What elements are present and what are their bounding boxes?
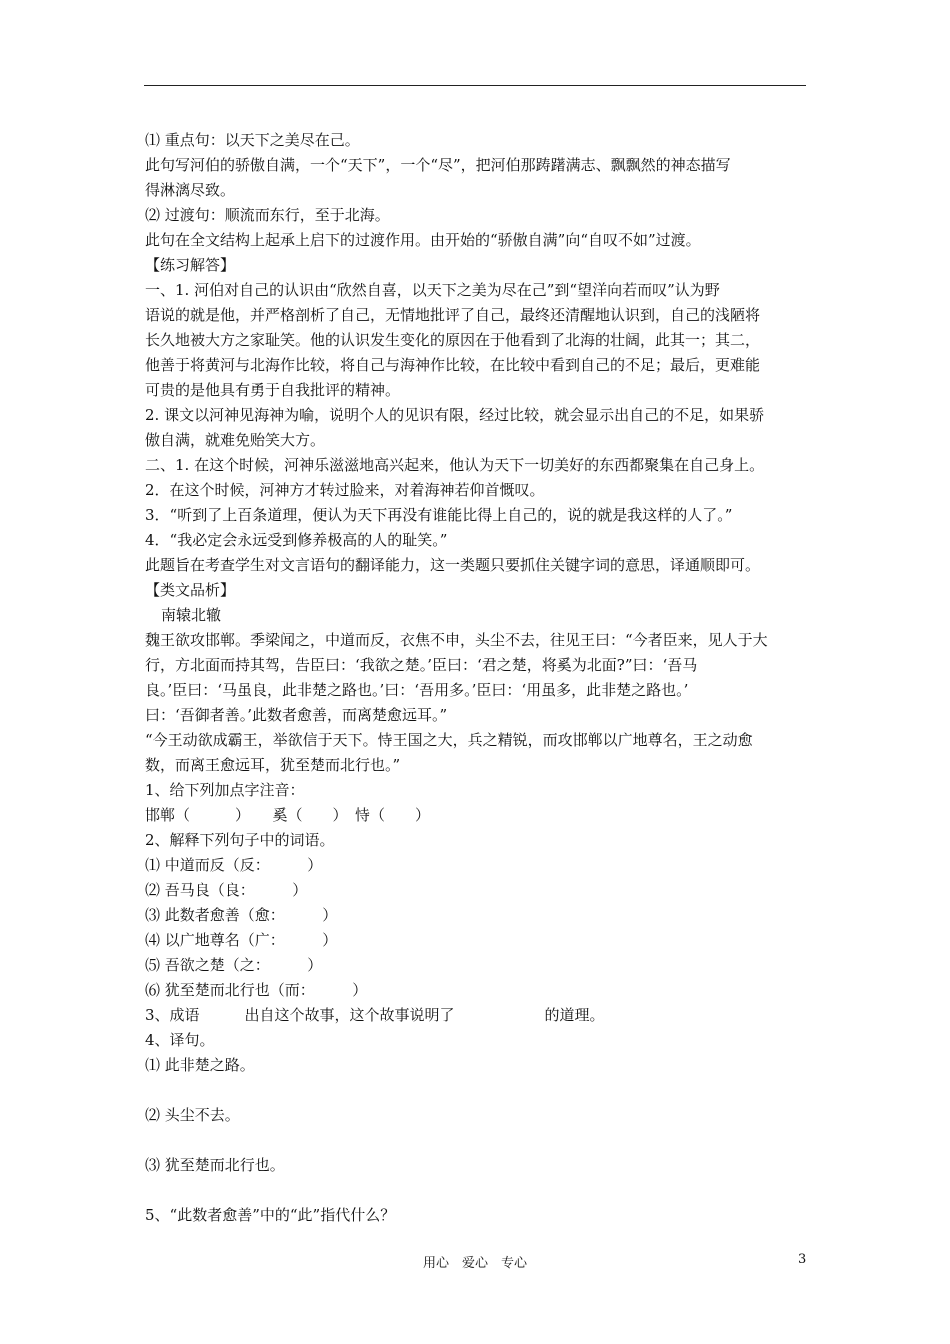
question-line: 1、给下列加点字注音： bbox=[145, 781, 305, 799]
question-line: 5、“此数者愈善”中的“此”指代什么？ bbox=[145, 1206, 396, 1224]
question-line: ⑵ 吾马良（良： ） bbox=[145, 881, 308, 899]
text-line: 此句在全文结构上起承上启下的过渡作用。由开始的“骄傲自满”向“自叹不如”过渡。 bbox=[145, 231, 701, 249]
question-line: ⑴ 此非楚之路。 bbox=[145, 1056, 255, 1074]
question-line: 3、成语 出自这个故事，这个故事说明了 的道理。 bbox=[145, 1006, 605, 1024]
question-line: ⑶ 此数者愈善（愈： ） bbox=[145, 906, 338, 924]
text-line: 得淋漓尽致。 bbox=[145, 181, 236, 199]
section-heading: 【类文品析】 bbox=[145, 581, 236, 599]
header-rule bbox=[144, 85, 806, 86]
question-line: ⑴ 中道而反（反： ） bbox=[145, 856, 323, 874]
text-line: 曰：‘吾御者善。’此数者愈善，而离楚愈远耳。” bbox=[145, 706, 448, 724]
passage-title: 南辕北辙 bbox=[161, 606, 222, 624]
text-line: 此题旨在考查学生对文言语句的翻译能力，这一类题只要抓住关键字词的意思，译通顺即可。 bbox=[145, 556, 761, 574]
text-line: ⑵ 过渡句：顺流而东行，至于北海。 bbox=[145, 206, 390, 224]
question-line: ⑹ 犹至楚而北行也（而： ） bbox=[145, 981, 368, 999]
answer-space bbox=[145, 1078, 813, 1103]
page-number: 3 bbox=[798, 1252, 807, 1267]
text-line: 数，而离王愈远耳，犹至楚而北行也。” bbox=[145, 756, 401, 774]
text-line: 魏王欲攻邯郸。季梁闻之，中道而反，衣焦不申，头尘不去，往见王曰：“今者臣来，见人于大 bbox=[145, 631, 768, 649]
question-line: 邯郸（ ） 奚（ ） 恃（ ） bbox=[145, 806, 431, 824]
answer-space bbox=[145, 1128, 813, 1153]
text-line: 语说的就是他，并严格剖析了自己，无情地批评了自己，最终还清醒地认识到，自己的浅陋将 bbox=[145, 306, 761, 324]
text-line: 2. 课文以河神见海神为喻，说明个人的见识有限，经过比较，就会显示出自己的不足，如果骄 bbox=[145, 406, 765, 424]
document-body bbox=[145, 128, 813, 1228]
text-line: 长久地被大方之家耻笑。他的认识发生变化的原因在于他看到了北海的壮阔，此其一；其二， bbox=[145, 331, 761, 349]
text-line: 3．“听到了上百条道理，便认为天下再没有谁能比得上自己的，说的就是我这样的人了。” bbox=[145, 506, 733, 524]
text-line: 他善于将黄河与北海作比较，将自己与海神作比较，在比较中看到自己的不足；最后，更难能 bbox=[145, 356, 761, 374]
question-line: ⑶ 犹至楚而北行也。 bbox=[145, 1156, 285, 1174]
question-line: ⑵ 头尘不去。 bbox=[145, 1106, 240, 1124]
text-line: 可贵的是他具有勇于自我批评的精神。 bbox=[145, 381, 401, 399]
text-line: 一、1. 河伯对自己的认识由“欣然自喜，以天下之美为尽在己”到“望洋向若而叹”认为野 bbox=[145, 281, 720, 299]
text-line: “今王动欲成霸王，举欲信于天下。恃王国之大，兵之精锐，而攻邯郸以广地尊名，王之动愈 bbox=[145, 731, 753, 749]
question-line: 2、解释下列句子中的词语。 bbox=[145, 831, 335, 849]
section-heading: 【练习解答】 bbox=[145, 256, 236, 274]
question-line: ⑷ 以广地尊名（广： ） bbox=[145, 931, 338, 949]
answer-space bbox=[145, 1178, 813, 1203]
text-line: 二、1. 在这个时候，河神乐滋滋地高兴起来，他认为天下一切美好的东西都聚集在自己身上。 bbox=[145, 456, 765, 474]
text-line: 4．“我必定会永远受到修养极高的人的耻笑。” bbox=[145, 531, 448, 549]
text-line: ⑴ 重点句：以天下之美尽在己。 bbox=[145, 131, 360, 149]
footer-slogan: 用心 爱心 专心 bbox=[422, 1256, 527, 1271]
text-line: 傲自满，就难免贻笑大方。 bbox=[145, 431, 326, 449]
text-line: 行，方北面而持其驾，告臣曰：‘我欲之楚。’臣曰：‘君之楚，将奚为北面?”曰：‘吾马 bbox=[145, 656, 698, 674]
text-line: 此句写河伯的骄傲自满，一个“天下”，一个“尽”，把河伯那踌躇满志、飘飘然的神态描写 bbox=[145, 156, 731, 174]
text-line: 良。’臣曰：‘马虽良，此非楚之路也。’曰：‘吾用多。’臣曰：‘用虽多，此非楚之路也。’ bbox=[145, 681, 689, 699]
text-line: 2．在这个时候，河神方才转过脸来，对着海神若仰首慨叹。 bbox=[145, 481, 545, 499]
question-line: ⑸ 吾欲之楚（之： ） bbox=[145, 956, 323, 974]
question-line: 4、译句。 bbox=[145, 1031, 215, 1049]
